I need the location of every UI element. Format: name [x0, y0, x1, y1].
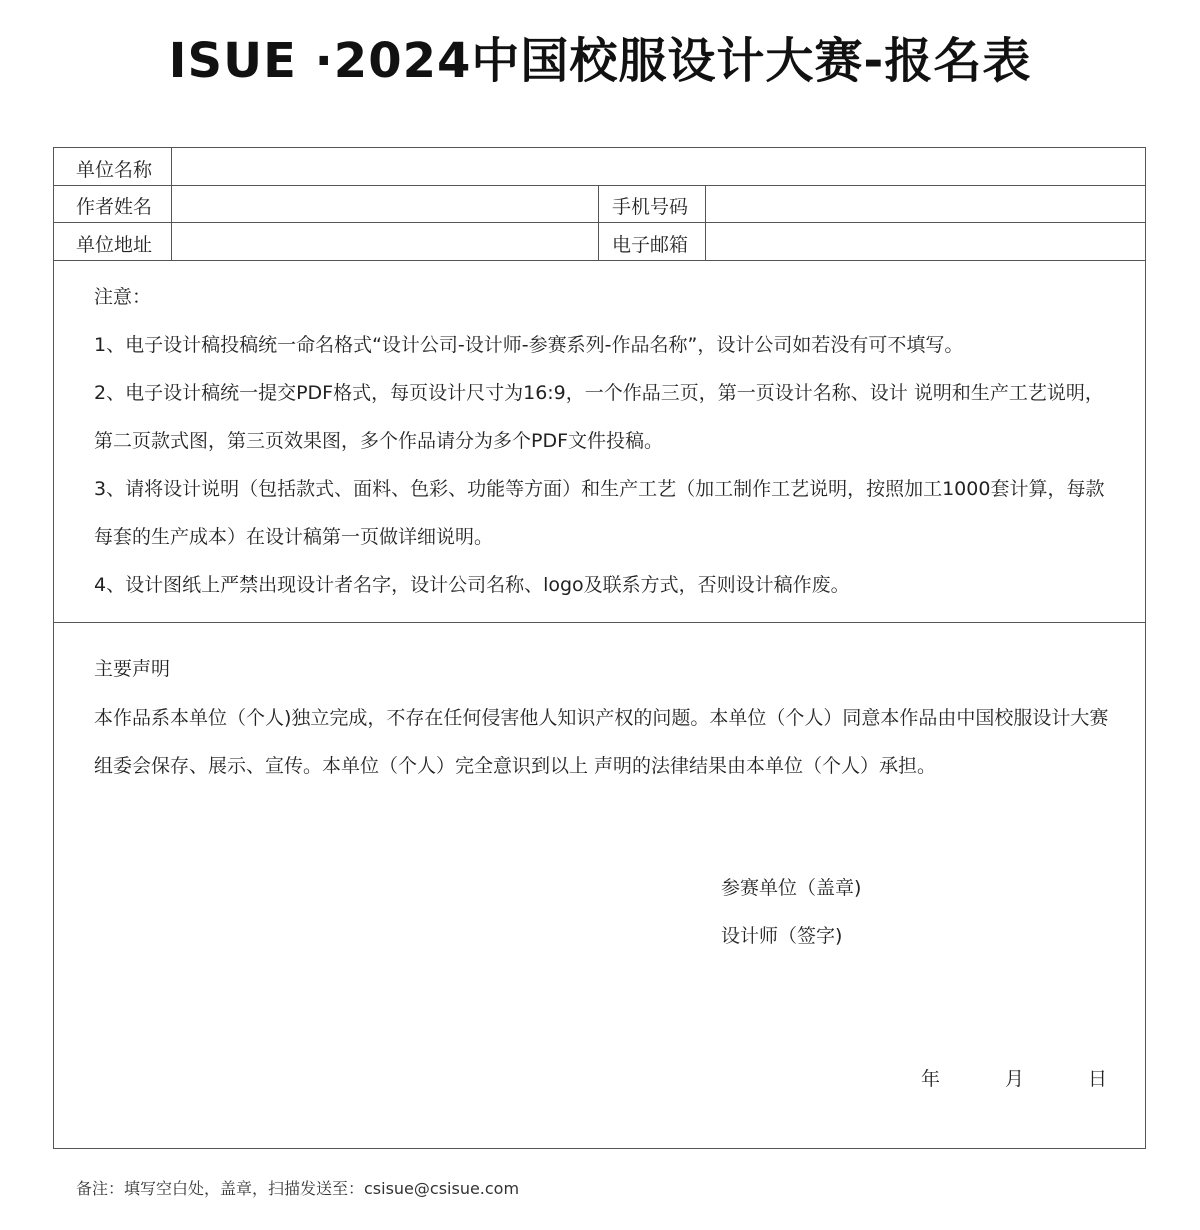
declaration-heading: 主要声明: [94, 658, 171, 680]
signature-label: 设计师（签字): [721, 925, 843, 947]
date-day: 日: [1088, 1068, 1108, 1090]
divider: [705, 186, 706, 222]
author-name-label: 作者姓名: [76, 196, 153, 218]
address-input[interactable]: [174, 227, 594, 257]
address-label: 单位地址: [76, 234, 153, 256]
registration-form: [53, 147, 1146, 1149]
divider: [598, 223, 599, 260]
divider: [171, 186, 172, 222]
email-label: 电子邮箱: [612, 234, 689, 256]
email-input[interactable]: [709, 227, 1139, 257]
declaration-body: 本作品系本单位（个人)独立完成，不存在任何侵害他人知识产权的问题。本单位（个人）同意本作品由中国校服设计大赛组委会保存、展示、宣传。本单位（个人）完全意识到以上 声明的法律结果由本单位（个人）承担。: [94, 707, 1109, 777]
phone-input[interactable]: [709, 190, 1139, 220]
page-title: ISUE ·2024中国校服设计大赛-报名表: [168, 33, 1032, 89]
divider: [705, 223, 706, 260]
date-year: 年: [921, 1068, 941, 1090]
note-item-3: 3、请将设计说明（包括款式、面料、色彩、功能等方面）和生产工艺（加工制作工艺说明，按照加工1000套计算，每款每套的生产成本）在设计稿第一页做详细说明。: [94, 478, 1105, 548]
notes-section: [54, 261, 1145, 623]
divider: [171, 148, 172, 185]
date-month: 月: [1005, 1068, 1025, 1090]
stamp-label: 参赛单位（盖章): [721, 877, 862, 899]
author-name-input[interactable]: [174, 190, 594, 220]
unit-name-label: 单位名称: [76, 159, 153, 181]
note-item-2: 2、电子设计稿统一提交PDF格式，每页设计尺寸为16:9，一个作品三页，第一页设计名称、设计 说明和生产工艺说明，第二页款式图，第三页效果图，多个作品请分为多个PDF文件投稿。: [94, 382, 1104, 452]
notes-heading: 注意：: [94, 286, 152, 308]
note-item-1: 1、电子设计稿投稿统一命名格式“设计公司-设计师-参赛系列-作品名称”，设计公司如若没有可不填写。: [94, 334, 964, 356]
note-item-4: 4、设计图纸上严禁出现设计者名字，设计公司名称、logo及联系方式，否则设计稿作废。: [94, 574, 850, 596]
row-address: [54, 223, 1145, 261]
divider: [598, 186, 599, 222]
footer-note: 备注：填写空白处，盖章，扫描发送至：csisue@csisue.com: [76, 1179, 520, 1198]
row-author: [54, 186, 1145, 223]
unit-name-input[interactable]: [174, 152, 1134, 182]
phone-label: 手机号码: [612, 196, 689, 218]
row-unit-name: [54, 148, 1145, 186]
divider: [171, 223, 172, 260]
declaration-section: [54, 623, 1145, 1148]
